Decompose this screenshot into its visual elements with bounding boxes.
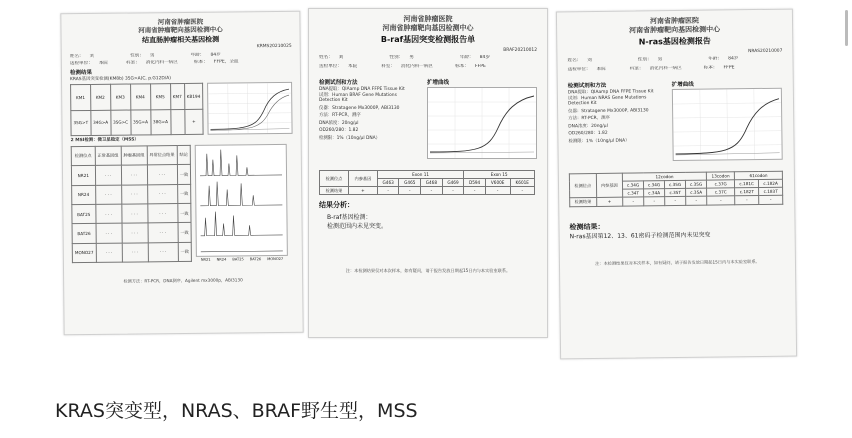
scrollbar[interactable] [845, 10, 848, 46]
result-cell: + [596, 198, 623, 207]
site-label: G465 [399, 178, 421, 186]
table-row: NR24 · · · · · · · · · 一致 [72, 184, 191, 205]
site-label: c.34A [644, 189, 665, 198]
msi-result: 一致 [178, 203, 192, 223]
result-cell: - [442, 187, 464, 195]
site-label: c.182A [759, 179, 783, 188]
msi-header: 正常基因组 [95, 146, 121, 166]
method-line: 检测限：1%（10ng/μl DNA） [568, 138, 630, 145]
kras-header: KM3 [110, 84, 130, 110]
table-row: BAT25 · · · · · · · · · 一致 [72, 203, 191, 224]
field-label: 科室： [629, 66, 644, 72]
site-label: V600E [485, 178, 510, 186]
method-line: 方法：RT-PCR，测序 [319, 113, 361, 119]
conclusion-line: B-raf基因检测： [327, 214, 372, 222]
section-title: 检测结果 [69, 69, 92, 77]
field-label: 送检单位： [567, 66, 591, 73]
kras-row-title: KRAS基因突变检测(KM8b) 35G>A(C, p.G12D/A) [69, 75, 171, 83]
field-label: 送检单位： [319, 63, 342, 69]
report-code: BRAF20210012 [503, 47, 537, 53]
table-header: 内参基因 [348, 170, 377, 187]
table-header: 检测位点 [569, 173, 596, 198]
table-header: 内参基因 [596, 173, 623, 198]
msi-result: 一致 [177, 165, 191, 185]
field-label: 年龄： [708, 56, 723, 62]
msi-locus: NR24 [72, 185, 96, 205]
method-line: DNA提取：QIAamp DNA FFPE Tissue Kit [567, 89, 654, 96]
table-header: Exon 11 [377, 170, 463, 178]
msi-locus: MONO27 [72, 243, 96, 263]
hospital-name: 河南省肿瘤医院 [157, 17, 204, 27]
peak-label: BAT26 [249, 257, 262, 262]
field-label: 标本： [703, 65, 718, 71]
method-line: OD260/280：1.82 [319, 128, 359, 134]
report-code: NRAS20210007 [748, 48, 783, 54]
site-label: c.35T [665, 188, 686, 197]
site-label: D594 [464, 178, 486, 186]
braf-table [319, 170, 535, 196]
table-row: MONO27 · · · · · · · · · 一致 [72, 242, 191, 263]
method-line: DNA提取：QIAamp DNA FFPE Tissue Kit [319, 87, 405, 93]
nras-table [569, 170, 783, 207]
amplification-curve [207, 82, 292, 135]
field-value: 本院 [98, 61, 109, 67]
field-label: 标本： [193, 59, 208, 66]
result-label: 检测结果 [320, 187, 349, 195]
field-label: 送检单位： [69, 61, 93, 67]
method-line: 方法：RT-PCR，测序 [568, 116, 610, 122]
kras-cell: 34G>A [90, 110, 110, 136]
report-title: N-ras基因检测报告 [638, 36, 711, 46]
kras-header: KM5 [150, 84, 170, 110]
method-line: OD260/280：1.82 [568, 131, 608, 137]
field-label: 姓名： [567, 58, 582, 64]
msi-result: 一致 [178, 223, 192, 243]
conclusion-line: N-ras基因第12、13、61密码子检测范围内未见突变 [569, 231, 711, 241]
method-line: DNA浓度：20ng/μl [568, 123, 608, 130]
conclusion-title: 检测结果： [569, 222, 605, 231]
site-label: c.35G [686, 180, 707, 189]
field-value: 本院 [347, 63, 358, 69]
conclusion-line: 检测范围内未见突变。 [327, 222, 388, 230]
field-value: 刘 [338, 55, 344, 60]
report-braf [308, 8, 548, 338]
hospital-name: 河南省肿瘤医院 [649, 16, 700, 26]
field-label: 姓名： [69, 53, 84, 59]
table-header: 61codon [735, 171, 783, 180]
site-label: c.183T [759, 187, 783, 196]
result-cell: - [623, 197, 644, 206]
report-title: B-raf基因突变检测报告单 [380, 34, 476, 44]
amplification-curve [672, 88, 783, 161]
curve-title: 扩增曲线 [671, 82, 694, 89]
field-label: 性别： [389, 55, 404, 60]
field-value: 消化内科一病区 [400, 63, 434, 69]
msi-locus: BAT26 [72, 224, 96, 244]
field-value: 男 [149, 52, 155, 58]
field-label: 年龄： [459, 55, 474, 60]
peak-label: BAT25 [232, 257, 244, 262]
center-name: 河南省肿瘤靶向基因检测中心 [138, 25, 223, 35]
report-nras [556, 9, 797, 360]
field-label: 性别： [130, 52, 144, 59]
methods-title: 检测试剂和方法 [567, 83, 607, 90]
field-value: 84岁 [210, 52, 221, 58]
msi-title: 2 MSI检测：微卫星稳定（MSS） [70, 137, 139, 144]
table-row [320, 187, 535, 195]
peak-label: MONO27 [267, 256, 284, 261]
table-header: 检测位点 [320, 170, 349, 187]
kras-header: KM1 [71, 85, 91, 111]
kras-cell: 35G>C [110, 110, 130, 136]
site-label: c.35G [665, 180, 686, 189]
msi-result: 一致 [178, 242, 192, 262]
result-cell: - [464, 187, 486, 195]
table-header: Exon 15 [464, 170, 535, 178]
hospital-name: 河南省肿瘤医院 [403, 15, 453, 23]
field-label: 性别： [637, 57, 652, 63]
result-cell: - [644, 197, 665, 206]
footnote: 注：本检测结果仅对本次样本，如有疑问，请于报告发放日期起15日内与本实验室联系。 [345, 268, 511, 274]
msi-header: 异常位点结果 [147, 145, 177, 165]
field-label: 科室： [381, 63, 395, 69]
site-label: K601E [510, 178, 535, 186]
kras-header: KB194 [184, 84, 203, 110]
kras-cell: 35G>A [130, 110, 150, 136]
kras-cell [170, 109, 184, 135]
site-label: c.181C [735, 179, 759, 188]
method-line: 仪器：Stratagene Mx3000P, ABI3130 [568, 108, 649, 115]
table-row: NR21 · · · · · · · · · 一致 [71, 165, 190, 186]
msi-result: 一致 [177, 184, 191, 204]
method-line: 试剂：Human BRAF Gene Mutations Detection Kit [319, 92, 397, 104]
peak-label: NR24 [216, 257, 227, 262]
msi-table [71, 145, 192, 264]
method-line: 检测方法：RT-PCR，DNA测序，Agilent mx3000p，ABI3130 [123, 277, 243, 284]
result-label: 检测结果 [570, 198, 597, 207]
report-kras-msi [60, 11, 303, 335]
kras-table [70, 83, 204, 136]
method-line: 仪器：Stratagene Mx3000P, ABI3130 [319, 105, 400, 111]
method-line: DNA浓度：20ng/μl [319, 120, 359, 126]
field-value: 男 [657, 57, 663, 63]
field-label: 年龄： [190, 52, 205, 58]
result-cell: - [421, 187, 443, 195]
site-label: G469 [442, 178, 464, 186]
field-value: 消化内科一病区 [145, 60, 179, 66]
result-cell: - [707, 196, 735, 205]
field-value: 刘 [89, 53, 95, 59]
kras-header: KM2 [90, 85, 110, 111]
result-cell: - [759, 196, 783, 205]
kras-header: KM4 [130, 84, 150, 110]
center-name: 河南省肿瘤靶向基因检测中心 [629, 25, 721, 35]
field-label: 姓名： [319, 55, 333, 60]
result-cell: - [686, 196, 707, 205]
field-value: 84岁 [728, 56, 739, 62]
msi-peak-chart [195, 144, 288, 257]
image-caption: KRAS突变型，NRAS、BRAF野生型，MSS [55, 400, 418, 422]
field-value: 84岁 [479, 55, 491, 60]
result-cell: - [377, 187, 399, 195]
report-code: KRMS20210025 [256, 43, 292, 50]
msi-header: 结论 [177, 145, 191, 165]
curve-title: 扩增曲线 [427, 80, 450, 87]
field-value: 刘 [587, 58, 592, 64]
field-value: FFPE，全血 [213, 59, 239, 65]
table-header: 13codon [706, 171, 734, 180]
site-label: c.34G [623, 181, 644, 190]
field-value: FFPE [474, 63, 486, 69]
site-label: c.34T [623, 189, 644, 198]
table-row: BAT26 · · · · · · · · · 一致 [72, 223, 191, 244]
field-label: 标本： [455, 63, 469, 69]
result-cell: - [399, 187, 421, 195]
field-value: 消化内科一病区 [649, 65, 682, 72]
site-label: c.37G [707, 180, 735, 189]
table-header: 12codon [622, 172, 706, 181]
table-row [570, 196, 783, 207]
field-value: 男 [409, 55, 414, 60]
kras-cell: 35G>T [71, 110, 91, 136]
kras-cell: 38G>A [150, 109, 170, 135]
msi-locus: NR21 [71, 166, 95, 186]
field-label: 科室： [126, 60, 140, 66]
kras-header: KM7 [170, 84, 184, 110]
msi-header: 检测位点 [71, 146, 95, 166]
center-name: 河南省肿瘤靶向基因检测中心 [382, 23, 474, 32]
field-value: FFPE [723, 65, 735, 71]
footnote: 注：本检测结果仅对本次样本，如有疑问，请于报告发放日期起15日内与本实验室联系。 [595, 258, 760, 266]
site-label: G463 [377, 178, 399, 186]
result-cell: - [510, 187, 535, 195]
method-line: 试剂：Human NRAS Gene Mutations Detection Kit [567, 95, 647, 107]
msi-locus: BAT25 [72, 204, 96, 224]
result-cell: - [485, 187, 510, 195]
result-cell: + [348, 187, 377, 195]
report-title: 结直肠肿瘤相关基因检测 [142, 35, 220, 45]
site-label: c.37C [707, 188, 735, 197]
result-cell: - [735, 196, 759, 205]
site-label: c.35A [686, 188, 707, 197]
amplification-curve [427, 87, 537, 159]
kras-cell: + [184, 109, 203, 135]
field-value: 本院 [596, 66, 606, 72]
method-line: 检测限：1%（10ng/μl DNA） [319, 135, 381, 141]
site-label: G468 [421, 178, 443, 186]
methods-title: 检测试剂和方法 [319, 80, 358, 87]
conclusion-title: 结果分析： [319, 201, 354, 210]
peak-label: NR21 [200, 257, 211, 262]
site-label: c.182T [735, 188, 759, 197]
site-label: c.34G [644, 180, 665, 189]
msi-header: 肿瘤基因组 [121, 146, 147, 166]
result-cell: - [665, 197, 686, 206]
